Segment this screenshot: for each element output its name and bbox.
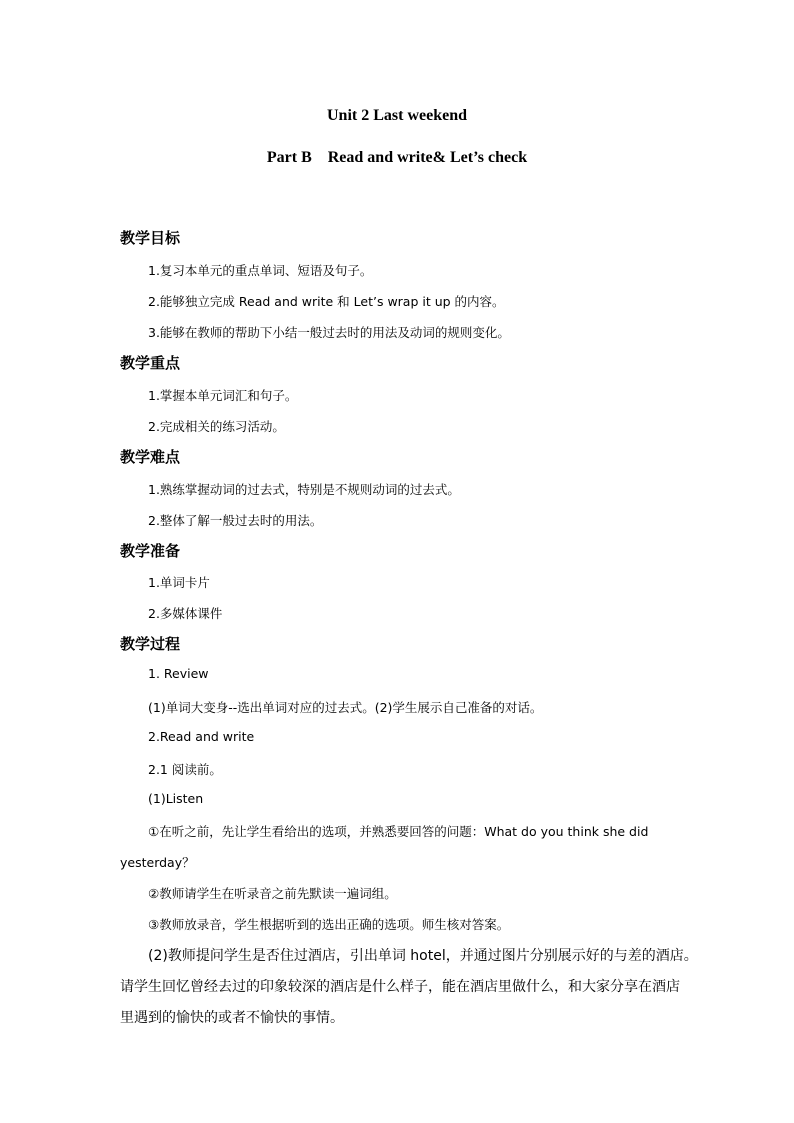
section-heading-preparation: 教学准备 bbox=[120, 542, 181, 560]
key-point-item: 2.完成相关的练习活动。 bbox=[148, 419, 285, 434]
process-line: 请学生回忆曾经去过的印象较深的酒店是什么样子，能在酒店里做什么，和大家分享在酒店 bbox=[120, 979, 680, 995]
preparation-item: 2.多媒体课件 bbox=[148, 606, 223, 621]
process-line: 1. Review bbox=[148, 666, 209, 681]
section-heading-difficulties: 教学难点 bbox=[120, 448, 181, 466]
section-heading-process: 教学过程 bbox=[120, 635, 181, 653]
preparation-item: 1.单词卡片 bbox=[148, 575, 210, 590]
process-line: (1)Listen bbox=[148, 791, 204, 806]
document-title: Unit 2 Last weekend bbox=[326, 107, 467, 124]
objective-item: 2.能够独立完成 Read and write 和 Let’s wrap it up 的内容。 bbox=[148, 294, 505, 309]
process-line: ③教师放录音，学生根据听到的选出正确的选项。师生核对答案。 bbox=[148, 917, 510, 932]
process-line: (2)教师提问学生是否住过酒店，引出单词 hotel，并通过图片分别展示好的与差的酒店。 bbox=[148, 948, 698, 964]
objective-item: 3.能够在教师的帮助下小结一般过去时的用法及动词的规则变化。 bbox=[148, 325, 510, 340]
process-line: (1)单词大变身--选出单词对应的过去式。(2)学生展示自己准备的对话。 bbox=[148, 700, 543, 715]
section-heading-objectives: 教学目标 bbox=[120, 229, 181, 247]
section-heading-key-points: 教学重点 bbox=[120, 354, 181, 372]
process-line: 里遇到的愉快的或者不愉快的事情。 bbox=[120, 1010, 344, 1026]
key-point-item: 1.掌握本单元词汇和句子。 bbox=[148, 388, 298, 403]
process-line: yesterday？ bbox=[120, 855, 195, 870]
document-subtitle: Part B Read and write& Let’s check bbox=[266, 149, 528, 166]
process-line: 2.1 阅读前。 bbox=[148, 762, 222, 777]
difficulty-item: 2.整体了解一般过去时的用法。 bbox=[148, 513, 323, 528]
objective-item: 1.复习本单元的重点单词、短语及句子。 bbox=[148, 263, 373, 278]
process-line: ②教师请学生在听录音之前先默读一遍词组。 bbox=[148, 886, 397, 901]
process-line: ①在听之前，先让学生看给出的选项，并熟悉要回答的问题：What do you think she did bbox=[148, 824, 649, 839]
difficulty-item: 1.熟练掌握动词的过去式，特别是不规则动词的过去式。 bbox=[148, 482, 460, 497]
process-line: 2.Read and write bbox=[148, 729, 255, 744]
